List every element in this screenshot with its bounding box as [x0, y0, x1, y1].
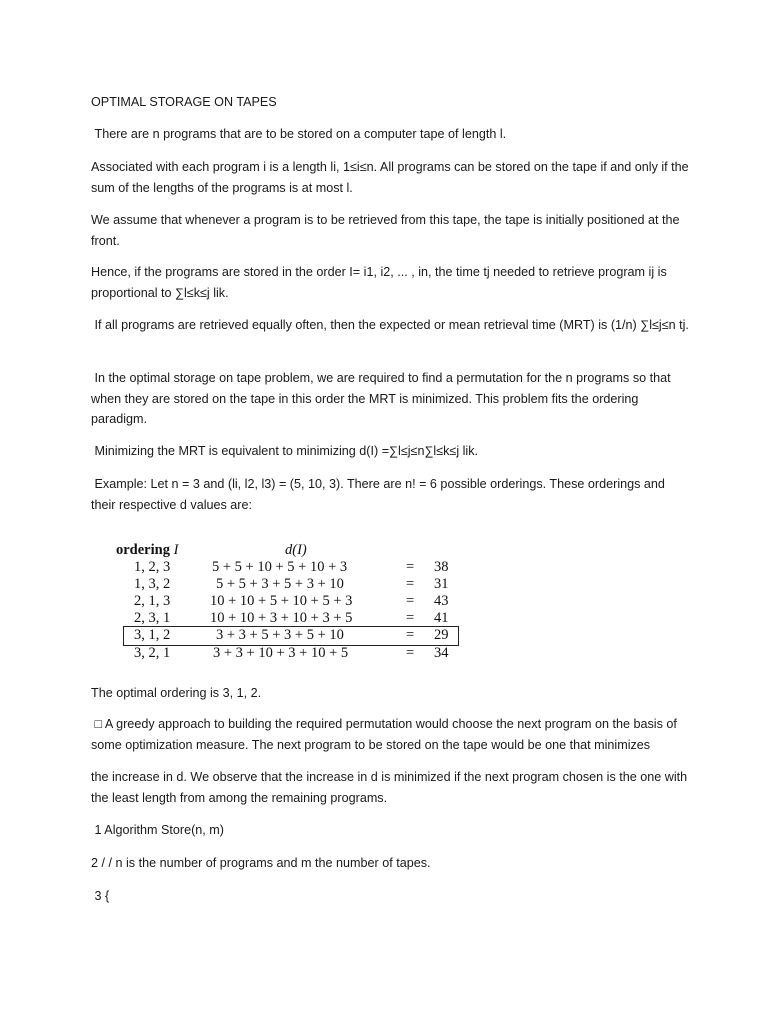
table-cell-equals: = [406, 593, 415, 609]
algorithm-line-2: 2 / / n is the number of programs and m the number of tapes. [91, 856, 431, 870]
table-cell-value: 29 [434, 627, 449, 643]
table-cell-ordering: 1, 3, 2 [134, 576, 171, 592]
table-cell-ordering: 2, 1, 3 [134, 593, 171, 609]
algorithm-line-3: 3 { [91, 889, 110, 903]
table-cell-equals: = [406, 645, 415, 661]
paragraph-greedy-approach: □ A greedy approach to building the required permutation would choose the next program on the basis of some optimization measure. The next program to be stored on the tape would be one that minimizes [91, 717, 681, 752]
paragraph-example: Example: Let n = 3 and (li, l2, l3) = (5, 10, 3). There are n! = 6 possible orderings. These orderings and their respective d values are: [91, 477, 669, 512]
table-cell-ordering: 3, 2, 1 [134, 645, 171, 661]
table-cell-expression: 5 + 5 + 10 + 5 + 10 + 3 [212, 559, 348, 575]
paragraph-retrieval-time: Hence, if the programs are stored in the order I= i1, i2, ... , in, the time tj needed to retrieve program ij is proportional to ∑l≤k≤j lik. [91, 265, 671, 300]
paragraph-program-lengths: Associated with each program i is a length li, 1≤i≤n. All programs can be stored on the tape if and only if the sum of the lengths of the programs is at most l. [91, 160, 693, 195]
table-cell-expression: 10 + 10 + 3 + 10 + 3 + 5 [210, 610, 353, 626]
table-cell-ordering: 3, 1, 2 [134, 627, 171, 643]
table-cell-value: 43 [434, 593, 449, 609]
table-cell-value: 38 [434, 559, 449, 575]
table-cell-value: 31 [434, 576, 449, 592]
paragraph-tape-position: We assume that whenever a program is to be retrieved from this tape, the tape is initially positioned at the front. [91, 213, 683, 248]
paragraph-mean-retrieval-time: If all programs are retrieved equally often, then the expected or mean retrieval time (MRT) is (1/n) ∑l≤j≤n tj. [91, 318, 689, 332]
document-title: OPTIMAL STORAGE ON TAPES [91, 95, 277, 109]
table-cell-expression: 3 + 3 + 10 + 3 + 10 + 5 [213, 645, 349, 661]
table-cell-ordering: 2, 3, 1 [134, 610, 171, 626]
orderings-table-figure [112, 540, 462, 665]
table-cell-value: 41 [434, 610, 449, 626]
paragraph-optimal-ordering: The optimal ordering is 3, 1, 2. [91, 686, 262, 700]
table-cell-expression: 5 + 5 + 3 + 5 + 3 + 10 [216, 576, 344, 592]
table-cell-equals: = [406, 610, 415, 626]
table-cell-expression: 10 + 10 + 5 + 10 + 5 + 3 [210, 593, 353, 609]
table-header-ordering: ordering I [116, 542, 179, 558]
paragraph-problem-statement: In the optimal storage on tape problem, we are required to find a permutation for the n programs so that when they are stored on the tape in this order the MRT is minimized. This problem fits the ordering paradigm. [91, 371, 675, 426]
table-cell-equals: = [406, 627, 415, 643]
table-cell-equals: = [406, 559, 415, 575]
table-cell-value: 34 [434, 645, 449, 661]
table-header-d: d(I) [285, 542, 307, 558]
paragraph-minimizing-d: Minimizing the MRT is equivalent to minimizing d(I) =∑l≤j≤n∑l≤k≤j lik. [91, 444, 479, 458]
table-cell-ordering: 1, 2, 3 [134, 559, 171, 575]
table-cell-expression: 3 + 3 + 5 + 3 + 5 + 10 [216, 627, 344, 643]
paragraph-increase-in-d: the increase in d. We observe that the increase in d is minimized if the next program chosen is the one with the least length from among the remaining programs. [91, 770, 691, 805]
algorithm-line-1: 1 Algorithm Store(n, m) [91, 823, 224, 837]
paragraph-programs-on-tape: There are n programs that are to be stored on a computer tape of length l. [91, 127, 507, 141]
table-cell-equals: = [406, 576, 415, 592]
